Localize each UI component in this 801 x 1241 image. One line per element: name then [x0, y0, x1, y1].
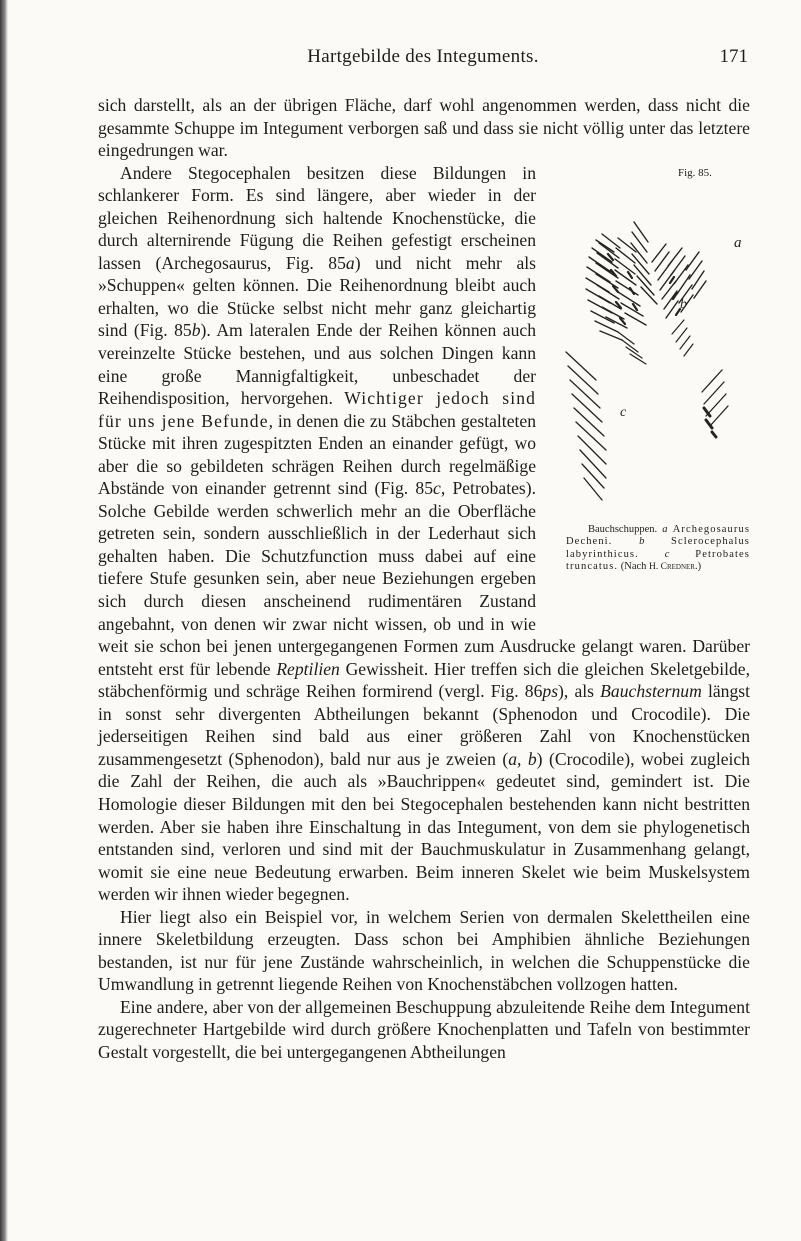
page-number: 171 [719, 46, 748, 67]
figure-85-illustration [556, 182, 746, 522]
book-spine-shadow [0, 0, 8, 1241]
figure-85-float [546, 162, 750, 616]
figure-label: Fig. 85. [678, 166, 712, 179]
figure-85 [546, 162, 750, 616]
paragraph-3: Hier liegt also ein Beispiel vor, in welchem Serien von dermalen Skelettheilen eine innere Skeletbildung erzeugten. Dass schon bei Amphibien ähnliche Beziehungen bestanden, ist nur für jene Zustände wahrscheinlich, in welchen die Schuppenstücke die Umwandlung in getrennt liegende Reihen von Knochenstäbchen vollzogen hatten. [98, 906, 750, 995]
running-title: Hartgebilde des Integuments. [307, 46, 539, 67]
paragraph-2: Fig. 85. a b c Bauchschuppen. a Archegosaurus Decheni. b Sclerocephalus labyrinthicus. c Petrobates truncatus. (Nach H. Credner.) Andere Stegocephalen besitzen diese Bildungen in schlankerer Form. Es sind längere, aber wieder in der gleichen Reihenordnung sich haltende Knochenstücke, die durch alternirende Fügung die Reihen gefestigt erscheinen lassen (Archegosaurus, Fig. 85a) und nicht mehr als »Schuppen« gelten können. Die Reihenordnung bleibt auch erhalten, wo die Stücke selbst nicht mehr ganz gleichartig sind (Fig. 85b). Am lateralen Ende der Reihen können auch vereinzelte Stücke bestehen, und aus solchen Dingen kann eine große Mannigfaltigkeit, unbeschadet der Reihendisposition, hervorgehen. Wichtiger jedoch sind für uns jene Befunde, in denen die zu Stäbchen gestalteten Stücke mit ihren zugespitzten Enden an einander gefügt, wo aber die so gebildeten schrägen Reihen durch regelmäßige Abstände von einander getrennt sind (Fig. 85c, Petrobates). Solche Gebilde werden schwerlich mehr an die Oberfläche getreten sein, sondern ausschließlich in der Lederhaut sich gehalten haben. Die Schutzfunction muss dabei auf eine tiefere Stufe gesunken sein, aber neue Beziehungen ergeben sich durch diesen anscheinend rudimentären Zustand angebahnt, von denen wir zwar nicht wissen, ob und in wie weit sie schon bei jenen untergegangenen Formen zum Ausdrucke gelangt waren. Darüber entsteht erst für lebende Reptilien Gewissheit. Hier treffen sich die gleichen Skeletgebilde, stäbchenförmig und schräge Reihen formirend (vergl. Fig. 86ps), als Bauchsternum längst in sonst sehr divergenten Abtheilungen bekannt (Sphenodon und Crocodile). Die jederseitigen Reihen sind bald aus einer größeren Zahl von Knochenstücken zusammengesetzt (Sphenodon), bald nur aus je zweien (a, b) (Crocodile), wobei zugleich die Zahl der Reihen, die auch als »Bauchrippen« gedeutet sind, gemindert ist. Die Homologie dieser Bildungen mit den bei Stegocephalen bestehenden kann nicht bestritten werden. Aber sie haben ihre Einschaltung in das Integument, von dem sie phylogenetisch entstanden sind, verloren und sind mit der Bauchmuskulatur in Zusammenhang gelangt, womit sie eine neue Bedeutung erwarben. Beim inneren Skelet wie beim Muskelsystem werden wir ihnen wieder begegnen. [98, 162, 751, 905]
emphasis-spaced: Wichtiger jedoch sind für uns jene Befunde [98, 388, 536, 431]
figure-letter-a: a [734, 234, 742, 251]
term-bauchsternum: Bauchsternum [600, 681, 702, 702]
figure-caption: Bauchschuppen. a Archegosaurus Decheni. b Sclerocephalus labyrinthicus. c Petrobates truncatus. (Nach H. Credner.) [566, 523, 751, 573]
body-text [98, 94, 750, 1064]
figure-letter-b: b [680, 296, 687, 312]
figure-letter-c: c [620, 404, 627, 420]
term-reptilien: Reptilien [276, 658, 340, 679]
running-header [98, 46, 748, 72]
paragraph-1: sich darstellt, als an der übrigen Fläche, darf wohl angenommen werden, dass nicht die gesammte Schuppe im Integument verborgen saß und dass sie nicht völlig unter das letztere eingedrungen war. [98, 95, 750, 161]
paragraph-4: Eine andere, aber von der allgemeinen Beschuppung abzuleitende Reihe dem Integument zugerechneter Hartgebilde wird durch größere Knochenplatten und Tafeln von bestimmter Gestalt vorgestellt, die bei untergegangenen Abtheilungen [98, 996, 750, 1062]
